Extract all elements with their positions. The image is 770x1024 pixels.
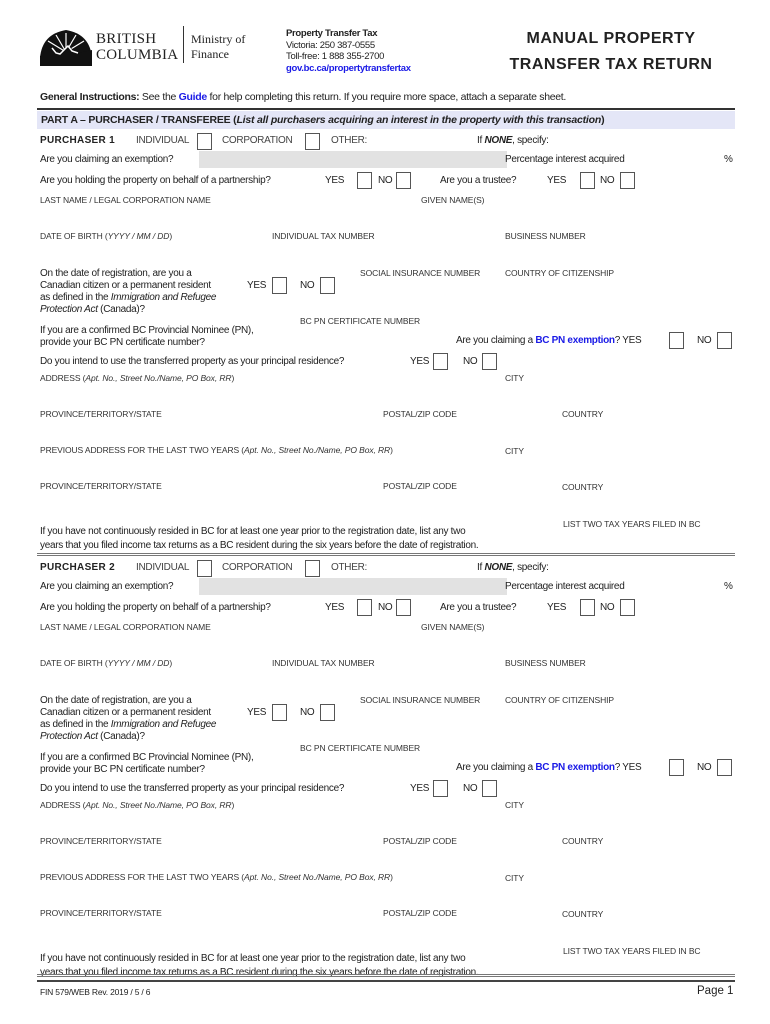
address-text: ADDRESS ( [40,800,86,810]
postal-label: POSTAL/ZIP CODE [383,409,457,419]
partnership-question: Are you holding the property on behalf of a partnership? [40,175,271,186]
last-name-label: LAST NAME / LEGAL CORPORATION NAME [40,622,211,632]
partnership-no-checkbox[interactable] [396,172,411,189]
prev-address-close: ) [390,872,393,882]
city-label: CITY [505,373,524,383]
dob-close: ) [169,231,173,241]
other-label: OTHER: [331,562,367,573]
trustee-question: Are you a trustee? [440,175,517,186]
dob-text: DATE OF BIRTH ( [40,231,108,241]
bc-pn-exemption-link[interactable]: BC PN exemption [535,335,615,346]
logo-line-2: COLUMBIA [96,47,179,63]
pn-no-checkbox[interactable] [717,759,732,776]
citizen-line-3: as defined in the [40,292,111,303]
country-citizenship-label: COUNTRY OF CITIZENSHIP [505,695,614,705]
no-label: NO [378,175,393,186]
bc-logo [38,26,253,68]
bcpn-cert-label: BC PN CERTIFICATE NUMBER [300,316,421,326]
contact-block [286,28,411,74]
yes-label: YES [410,783,430,794]
guide-link[interactable]: Guide [178,91,207,103]
section-divider [37,974,735,977]
country-label: COUNTRY [562,836,604,846]
postal-label: POSTAL/ZIP CODE [383,836,457,846]
given-names-label: GIVEN NAME(S) [421,195,485,205]
citizen-line-4: (Canada)? [97,731,145,742]
instructions-text: See the [139,91,179,103]
percentage-label: Percentage interest acquired [505,581,625,592]
pn-yes-checkbox[interactable] [669,759,684,776]
dob-label [40,232,172,241]
purchaser-section [0,133,770,560]
general-instructions [40,92,566,103]
ministry-line-1: Ministry of [191,32,246,46]
yes-label: YES [547,602,567,613]
page-number: Page 1 [697,985,734,997]
individual-tax-number-label: INDIVIDUAL TAX NUMBER [272,658,375,668]
prev-city-label: CITY [505,873,524,883]
prev-address-label [40,873,393,882]
logo-text [96,31,178,63]
country-citizenship-label: COUNTRY OF CITIZENSHIP [505,268,614,278]
country-label: COUNTRY [562,409,604,419]
part-a-close: ) [601,114,605,126]
yes-label: YES [410,356,430,367]
trustee-no-checkbox[interactable] [620,172,635,189]
citizen-line-2: Canadian citizen or a permanent resident [40,280,211,291]
dob-format: YYYY / MM / DD [107,658,170,668]
pn-no-checkbox[interactable] [717,332,732,349]
none-text: NONE [484,135,513,146]
citizen-act-2: Protection Act [40,731,98,742]
if-none-label [477,136,549,146]
sin-label: SOCIAL INSURANCE NUMBER [360,268,481,278]
corporation-checkbox[interactable] [305,560,320,577]
address-hint: Apt. No., Street No./Name, PO Box, RR [85,373,232,383]
principal-no-checkbox[interactable] [482,353,497,370]
prev-province-label: PROVINCE/TERRITORY/STATE [40,908,162,918]
form-title [480,26,742,78]
purchaser-label: PURCHASER 2 [40,562,115,573]
partnership-yes-checkbox[interactable] [357,599,372,616]
bc-pn-exemption-link[interactable]: BC PN exemption [535,762,615,773]
prev-postal-label: POSTAL/ZIP CODE [383,908,457,918]
instructions-label: General Instructions: [40,91,140,103]
form-id: FIN 579/WEB Rev. 2019 / 5 / 6 [40,987,151,997]
bc-sun-mountain-icon [38,26,94,66]
principal-yes-checkbox[interactable] [433,780,448,797]
address-text: ADDRESS ( [40,373,86,383]
logo-divider [183,26,184,63]
pn-exemption-question [456,763,641,773]
part-a-subtitle: List all purchasers acquiring an interest in the property with this transaction [236,114,602,126]
dob-format: YYYY / MM / DD [107,231,170,241]
pn-line-2: provide your BC PN certificate number? [40,764,205,775]
pn-yes-checkbox[interactable] [669,332,684,349]
logo-line-1: BRITISH [96,31,157,47]
citizen-yes-checkbox[interactable] [272,704,287,721]
pn-claim-yes: ? YES [614,762,642,773]
instructions-text-2: for help completing this return. If you require more space, attach a separate sheet. [206,91,567,103]
citizen-act-1: Immigration and Refugee [110,719,217,730]
citizen-no-checkbox[interactable] [320,277,335,294]
percent-sign: % [724,154,733,165]
address-close: ) [231,373,235,383]
citizen-question [40,695,216,743]
citizen-line-4: (Canada)? [97,304,145,315]
part-a-title: PART A – PURCHASER / TRANSFEREE ( [41,114,237,126]
prev-postal-label: POSTAL/ZIP CODE [383,481,457,491]
individual-checkbox[interactable] [197,560,212,577]
individual-label: INDIVIDUAL [136,135,190,146]
ministry-text [191,32,245,62]
dob-label [40,659,172,668]
pn-line-2: provide your BC PN certificate number? [40,337,205,348]
exemption-question: Are you claiming an exemption? [40,581,174,592]
bcpn-cert-label: BC PN CERTIFICATE NUMBER [300,743,421,753]
yes-label: YES [547,175,567,186]
prev-province-label: PROVINCE/TERRITORY/STATE [40,481,162,491]
website-link[interactable]: gov.bc.ca/propertytransfertax [286,62,411,74]
residency-line-1: If you have not continuously resided in BC for at least one year prior to the registration date, list any two [40,953,466,964]
no-label: NO [697,335,712,346]
partnership-question: Are you holding the property on behalf of a partnership? [40,602,271,613]
top-rule [37,108,735,110]
bottom-rule [37,980,735,982]
residency-note [40,525,478,553]
principal-residence-question: Do you intend to use the transferred property as your principal residence? [40,356,345,367]
yes-label: YES [325,602,345,613]
pn-line-1: If you are a confirmed BC Provincial Nominee (PN), [40,325,254,336]
none-text: NONE [484,562,513,573]
pn-question [40,752,253,776]
citizen-no-checkbox[interactable] [320,704,335,721]
individual-tax-number-label: INDIVIDUAL TAX NUMBER [272,231,375,241]
dob-close: ) [169,658,173,668]
pn-line-1: If you are a confirmed BC Provincial Nominee (PN), [40,752,254,763]
partnership-yes-checkbox[interactable] [357,172,372,189]
principal-no-checkbox[interactable] [482,780,497,797]
prev-country-label: COUNTRY [562,482,604,492]
business-number-label: BUSINESS NUMBER [505,231,586,241]
trustee-question: Are you a trustee? [440,602,517,613]
no-label: NO [697,762,712,773]
contact-tollfree: Toll-free: 1 888 355-2700 [286,51,385,62]
prev-address-hint: Apt. No., Street No./Name, PO Box, RR [244,872,391,882]
form-title-line-1: MANUAL PROPERTY [526,30,696,47]
yes-label: YES [325,175,345,186]
tax-years-label: LIST TWO TAX YEARS FILED IN BC [563,946,701,956]
if-text: If [477,562,485,573]
citizen-yes-checkbox[interactable] [272,277,287,294]
sin-label: SOCIAL INSURANCE NUMBER [360,695,481,705]
prev-address-hint: Apt. No., Street No./Name, PO Box, RR [244,445,391,455]
prev-address-label [40,446,393,455]
no-label: NO [600,175,615,186]
specify-text: , specify: [512,135,549,146]
corporation-checkbox[interactable] [305,133,320,150]
province-label: PROVINCE/TERRITORY/STATE [40,836,162,846]
no-label: NO [300,707,315,718]
yes-label: YES [247,280,267,291]
purchaser-label: PURCHASER 1 [40,135,115,146]
ministry-line-2: Finance [191,47,229,61]
given-names-label: GIVEN NAME(S) [421,622,485,632]
dob-text: DATE OF BIRTH ( [40,658,108,668]
trustee-yes-checkbox[interactable] [580,599,595,616]
contact-victoria: Victoria: 250 387-0555 [286,39,375,51]
other-label: OTHER: [331,135,367,146]
if-text: If [477,135,485,146]
last-name-label: LAST NAME / LEGAL CORPORATION NAME [40,195,211,205]
purchaser-section [0,560,770,987]
exemption-select[interactable] [199,151,507,168]
citizen-line-2: Canadian citizen or a permanent resident [40,707,211,718]
corporation-label: CORPORATION [222,135,293,146]
pn-claim-text: Are you claiming a [456,762,536,773]
principal-residence-question: Do you intend to use the transferred property as your principal residence? [40,783,345,794]
citizen-act-2: Protection Act [40,304,98,315]
city-label: CITY [505,800,524,810]
exemption-select[interactable] [199,578,507,595]
pn-claim-text: Are you claiming a [456,335,536,346]
part-a-header [37,111,735,129]
province-label: PROVINCE/TERRITORY/STATE [40,409,162,419]
exemption-question: Are you claiming an exemption? [40,154,174,165]
individual-checkbox[interactable] [197,133,212,150]
residency-line-2: years that you filed income tax returns as a BC resident during the six years before the date of registration. [40,967,479,978]
prev-address-close: ) [390,445,393,455]
citizen-line-1: On the date of registration, are you a [40,695,192,706]
no-label: NO [300,280,315,291]
form-title-line-2: TRANSFER TAX RETURN [509,56,713,73]
prev-country-label: COUNTRY [562,909,604,919]
specify-text: , specify: [512,562,549,573]
prev-city-label: CITY [505,446,524,456]
pn-exemption-question [456,336,641,346]
citizen-line-3: as defined in the [40,719,111,730]
pn-claim-yes: ? YES [614,335,642,346]
address-label [40,374,234,383]
prev-address-text: PREVIOUS ADDRESS FOR THE LAST TWO YEARS ( [40,445,245,455]
individual-label: INDIVIDUAL [136,562,190,573]
partnership-no-checkbox[interactable] [396,599,411,616]
citizen-line-1: On the date of registration, are you a [40,268,192,279]
trustee-yes-checkbox[interactable] [580,172,595,189]
citizen-question [40,268,216,316]
prev-address-text: PREVIOUS ADDRESS FOR THE LAST TWO YEARS ( [40,872,245,882]
no-label: NO [600,602,615,613]
address-hint: Apt. No., Street No./Name, PO Box, RR [85,800,232,810]
address-label [40,801,234,810]
pn-question [40,325,253,349]
no-label: NO [378,602,393,613]
principal-yes-checkbox[interactable] [433,353,448,370]
citizen-act-1: Immigration and Refugee [110,292,217,303]
address-close: ) [231,800,235,810]
section-divider [37,553,735,556]
residency-line-2: years that you filed income tax returns as a BC resident during the six years before the date of registration. [40,540,479,551]
tax-years-label: LIST TWO TAX YEARS FILED IN BC [563,519,701,529]
residency-line-1: If you have not continuously resided in BC for at least one year prior to the registration date, list any two [40,526,466,537]
no-label: NO [463,356,478,367]
if-none-label [477,563,549,573]
percent-sign: % [724,581,733,592]
business-number-label: BUSINESS NUMBER [505,658,586,668]
contact-title: Property Transfer Tax [286,28,378,39]
corporation-label: CORPORATION [222,562,293,573]
trustee-no-checkbox[interactable] [620,599,635,616]
no-label: NO [463,783,478,794]
yes-label: YES [247,707,267,718]
percentage-label: Percentage interest acquired [505,154,625,165]
